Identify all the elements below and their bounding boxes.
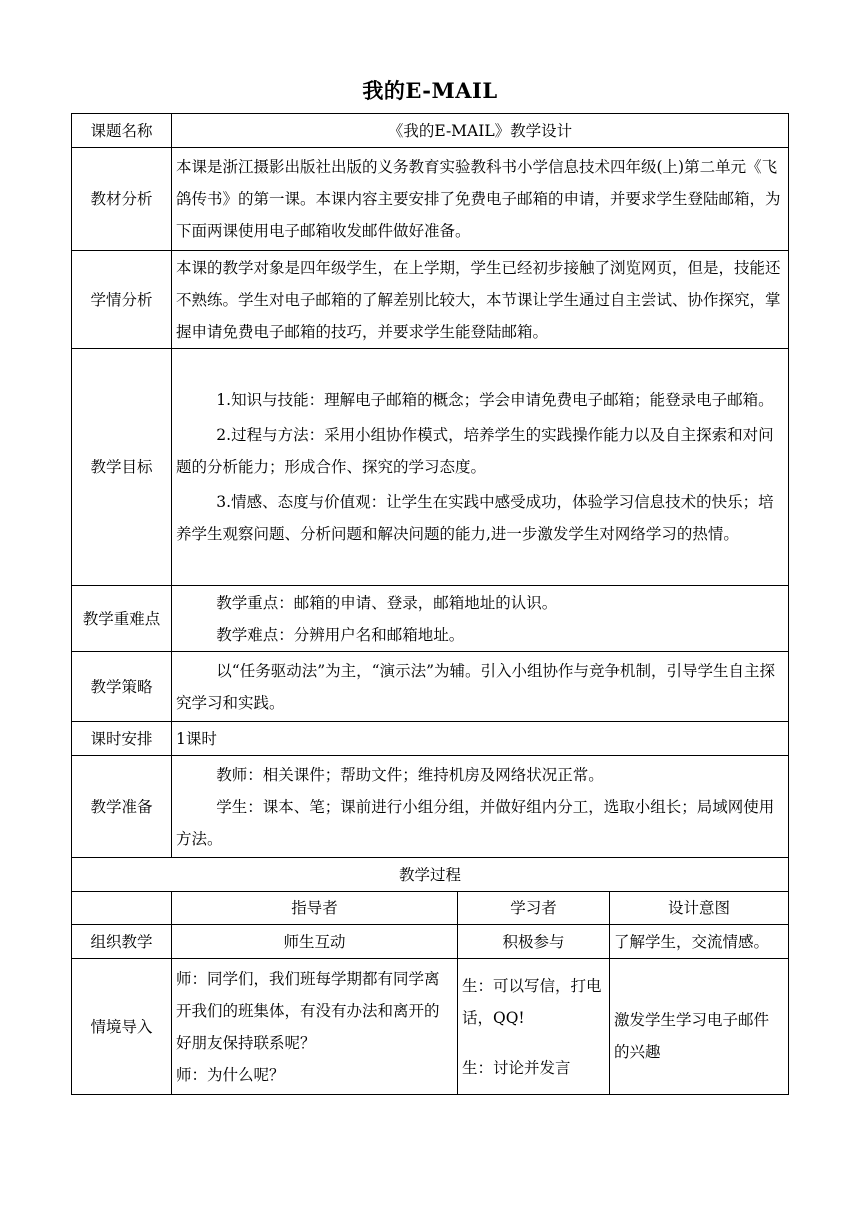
prep-content xyxy=(172,756,789,858)
row-material xyxy=(72,148,789,251)
organize-intent: 了解学生，交流情感。 xyxy=(610,925,789,959)
process-header: 教学过程 xyxy=(72,858,789,892)
intro-stage: 情境导入 xyxy=(72,959,172,1095)
prep-label: 教学准备 xyxy=(72,756,172,858)
goal-item: 2.过程与方法：采用小组协作模式，培养学生的实践操作能力以及自主探索和对问题的分析能力；形成合作、探究的学习态度。 xyxy=(176,426,774,476)
keypoints-content xyxy=(172,586,789,652)
goals-content xyxy=(172,349,789,586)
intro-learner xyxy=(458,959,610,1095)
row-students xyxy=(72,251,789,349)
strategy-label: 教学策略 xyxy=(72,652,172,722)
hours-label: 课时安排 xyxy=(72,722,172,756)
row-hours xyxy=(72,722,789,756)
topic-label: 课题名称 xyxy=(72,114,172,148)
students-label: 学情分析 xyxy=(72,251,172,349)
prep-item: 学生：课本、笔；课前进行小组分组，并做好组内分工，选取小组长；局域网使用方法。 xyxy=(176,797,775,848)
organize-learner: 积极参与 xyxy=(458,925,610,959)
students-text: 本课的教学对象是四年级学生，在上学期，学生已经初步接触了浏览网页，但是，技能还不熟练。学生对电子邮箱的了解差别比较大，本节课让学生通过自主尝试、协作探究，掌握申请免费电子邮箱的技巧，并要求学生能登陆邮箱。 xyxy=(172,251,789,349)
lesson-plan-table xyxy=(71,113,789,1095)
row-organize xyxy=(72,925,789,959)
column-header-guide: 指导者 xyxy=(172,892,458,925)
keypoint-item: 教学重点：邮箱的申请、登录，邮箱地址的认识。 xyxy=(216,593,558,612)
column-header-learner: 学习者 xyxy=(458,892,610,925)
goal-item: 3.情感、态度与价值观：让学生在实践中感受成功，体验学习信息技术的快乐；培养学生观察问题、分析问题和解决问题的能力,进一步激发学生对网络学习的热情。 xyxy=(176,493,774,543)
organize-guide: 师生互动 xyxy=(172,925,458,959)
strategy-text: 以“任务驱动法”为主，“演示法”为辅。引入小组协作与竞争机制，引导学生自主探究学习和实践。 xyxy=(176,661,775,712)
page-title: 我的E-MAIL xyxy=(362,78,498,103)
row-process-columns xyxy=(72,892,789,925)
spacer xyxy=(462,1034,605,1052)
organize-stage: 组织教学 xyxy=(72,925,172,959)
material-text: 本课是浙江摄影出版社出版的义务教育实验教科书小学信息技术四年级(上)第二单元《飞鸽传书》的第一课。本课内容主要安排了免费电子邮箱的申请，并要求学生登陆邮箱，为下面两课使用电子邮箱收发邮件做好准备。 xyxy=(172,148,789,251)
keypoint-item: 教学难点：分辨用户名和邮箱地址。 xyxy=(216,625,465,644)
row-intro xyxy=(72,959,789,1095)
row-keypoints xyxy=(72,586,789,652)
goals-label: 教学目标 xyxy=(72,349,172,586)
topic-value: 《我的E-MAIL》教学设计 xyxy=(172,114,789,148)
intro-learner-line: 生：讨论并发言 xyxy=(462,1058,571,1077)
intro-intent: 激发学生学习电子邮件的兴趣 xyxy=(610,959,789,1095)
intro-learner-line: 生：可以写信，打电话，QQ! xyxy=(462,976,602,1027)
strategy-content xyxy=(172,652,789,722)
keypoints-label: 教学重难点 xyxy=(72,586,172,652)
goal-item: 1.知识与技能：理解电子邮箱的概念；学会申请免费电子邮箱；能登录电子邮箱。 xyxy=(216,391,774,409)
row-topic xyxy=(72,114,789,148)
row-prep xyxy=(72,756,789,858)
process-corner-cell xyxy=(72,892,172,925)
hours-value: 1课时 xyxy=(172,722,789,756)
row-strategy xyxy=(72,652,789,722)
prep-item: 教师：相关课件；帮助文件；维持机房及网络状况正常。 xyxy=(216,765,604,784)
column-header-intent: 设计意图 xyxy=(610,892,789,925)
row-goals xyxy=(72,349,789,586)
intro-guide-line: 师：同学们，我们班每学期都有同学离开我们的班集体，有没有办法和离开的好朋友保持联系呢？ xyxy=(176,969,440,1052)
intro-guide-line: 师：为什么呢？ xyxy=(176,1065,285,1084)
material-label: 教材分析 xyxy=(72,148,172,251)
intro-guide xyxy=(172,959,458,1095)
row-process-header xyxy=(72,858,789,892)
